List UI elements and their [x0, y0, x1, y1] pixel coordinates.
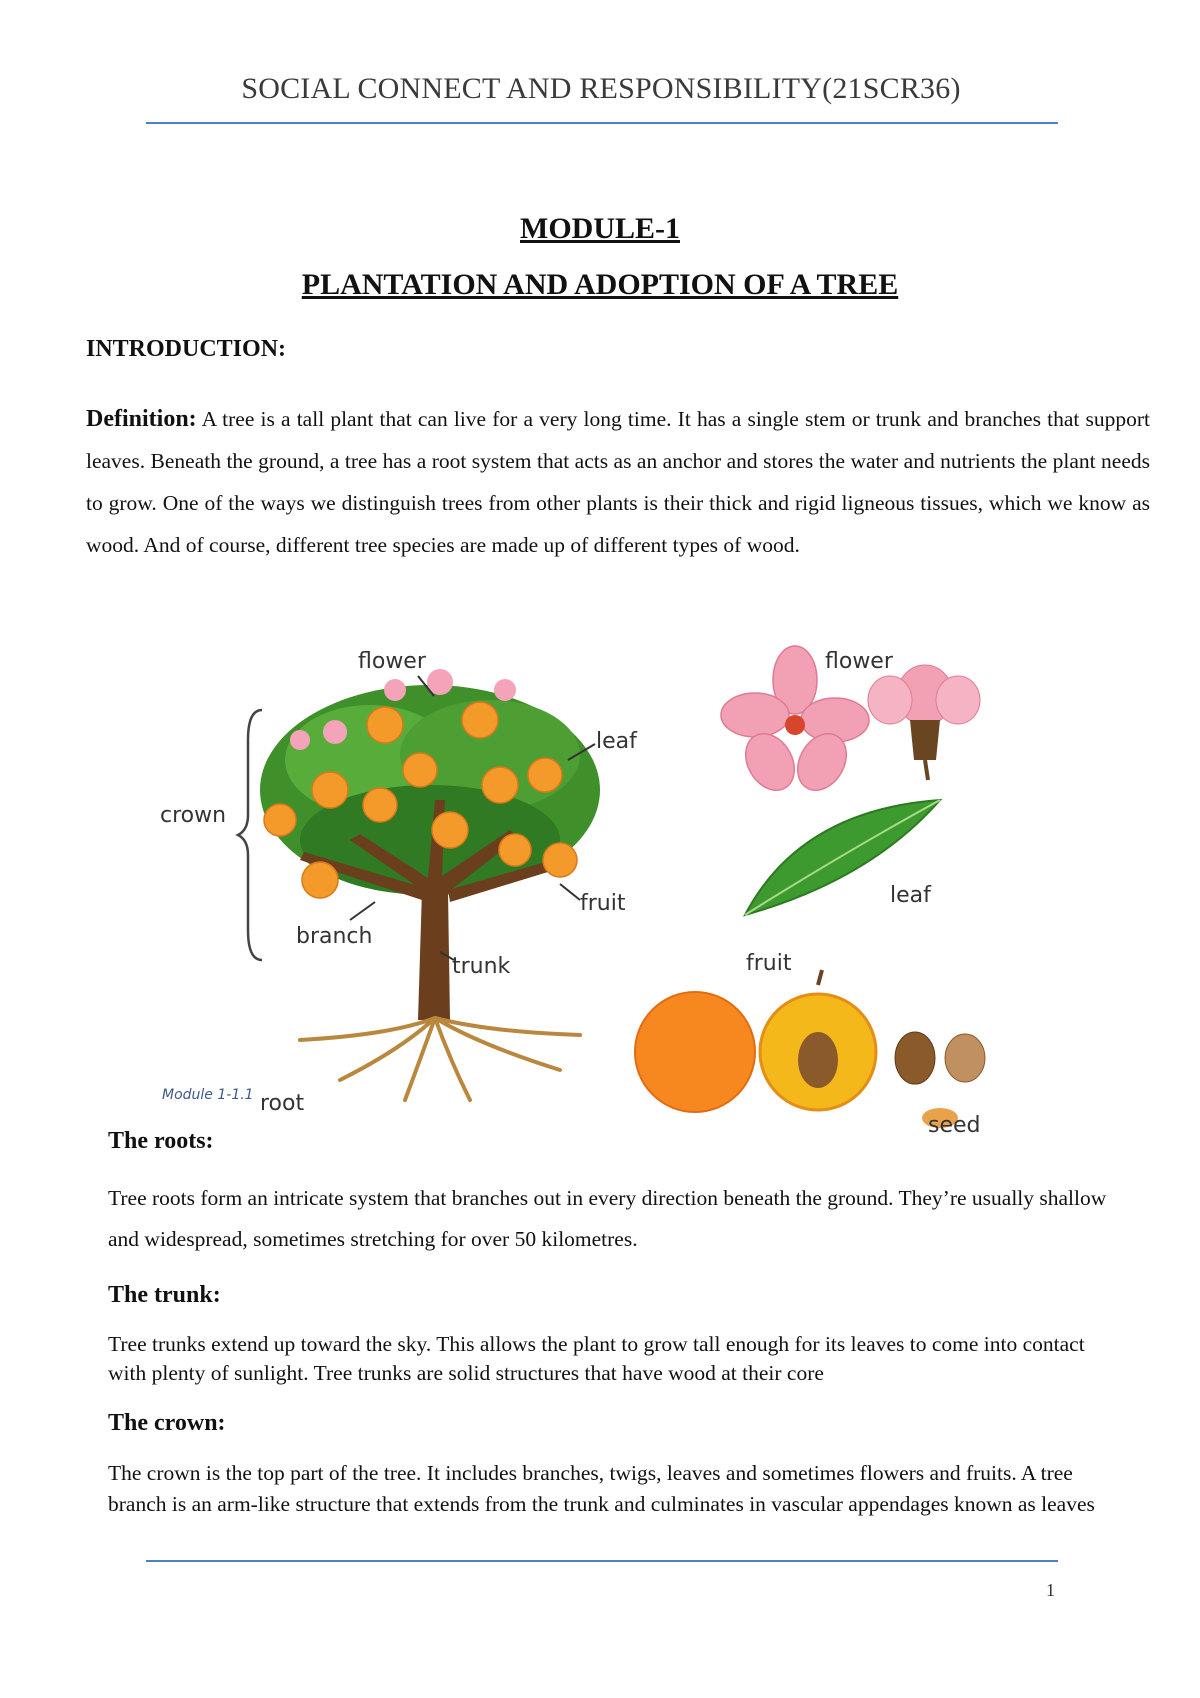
module-subtitle: PLANTATION AND ADOPTION OF A TREE — [301, 268, 899, 301]
trunk-text: Tree trunks extend up toward the sky. This allows the plant to grow tall enough for its leaves to come into contact with plenty of sunlight. Tree trunks are solid structures that have wood at their core — [108, 1332, 1085, 1385]
label-flower-right: flower — [825, 649, 893, 674]
tree-anatomy-diagram — [150, 640, 1010, 1140]
crown-brace — [238, 710, 262, 960]
label-seed: seed — [928, 1113, 981, 1138]
tree-roots — [300, 1018, 580, 1100]
label-leaf-right: leaf — [890, 883, 931, 908]
page-number: 1 — [1046, 1580, 1055, 1600]
definition-label: Definition: — [86, 406, 197, 432]
introduction-heading: INTRODUCTION: — [86, 336, 287, 362]
crown-text: The crown is the top part of the tree. It includes branches, twigs, leaves and sometimes flowers and fruits. A tree branch is an arm-like structure that extends from the trunk and culminates in vascular appendages known as leaves — [108, 1461, 1095, 1516]
definition-text: A tree is a tall plant that can live for a very long time. It has a single stem or trunk and branches that support leaves. Beneath the ground, a tree has a root system that acts as an anchor and stores the water and nutrients the plant needs to grow. One of the ways we distinguish trees from other plants is their thick and rigid ligneous tissues, which we know as wood. And of course, different tree species are made up of different types of wood. — [86, 407, 1150, 557]
footer-divider — [146, 1560, 1058, 1562]
arrow-fruit — [560, 884, 580, 900]
label-flower-left: flower — [358, 649, 426, 674]
roots-heading: The roots: — [108, 1128, 214, 1154]
module-title: MODULE-1 — [520, 212, 680, 245]
label-crown: crown — [160, 803, 227, 828]
roots-text: Tree roots form an intricate system that branches out in every direction beneath the ground. They’re usually shallow and widespread, sometimes stretching for over 50 kilometres. — [108, 1186, 1107, 1251]
label-fruit-left: fruit — [580, 891, 626, 916]
definition-paragraph — [86, 398, 1150, 566]
figure-caption: Module 1-1.1 — [162, 1087, 254, 1103]
fruit-detail — [635, 970, 876, 1112]
label-leaf-left: leaf — [596, 729, 637, 754]
label-root: root — [260, 1091, 305, 1116]
crown-heading: The crown: — [108, 1410, 226, 1436]
label-fruit-right: fruit — [746, 951, 792, 976]
label-branch: branch — [296, 924, 373, 949]
flower-detail-side — [868, 665, 980, 780]
header-divider — [146, 122, 1058, 124]
document-header-title: SOCIAL CONNECT AND RESPONSIBILITY(21SCR36) — [241, 72, 961, 105]
label-trunk: trunk — [452, 954, 511, 979]
trunk-heading: The trunk: — [108, 1282, 221, 1308]
arrow-branch — [350, 902, 375, 920]
